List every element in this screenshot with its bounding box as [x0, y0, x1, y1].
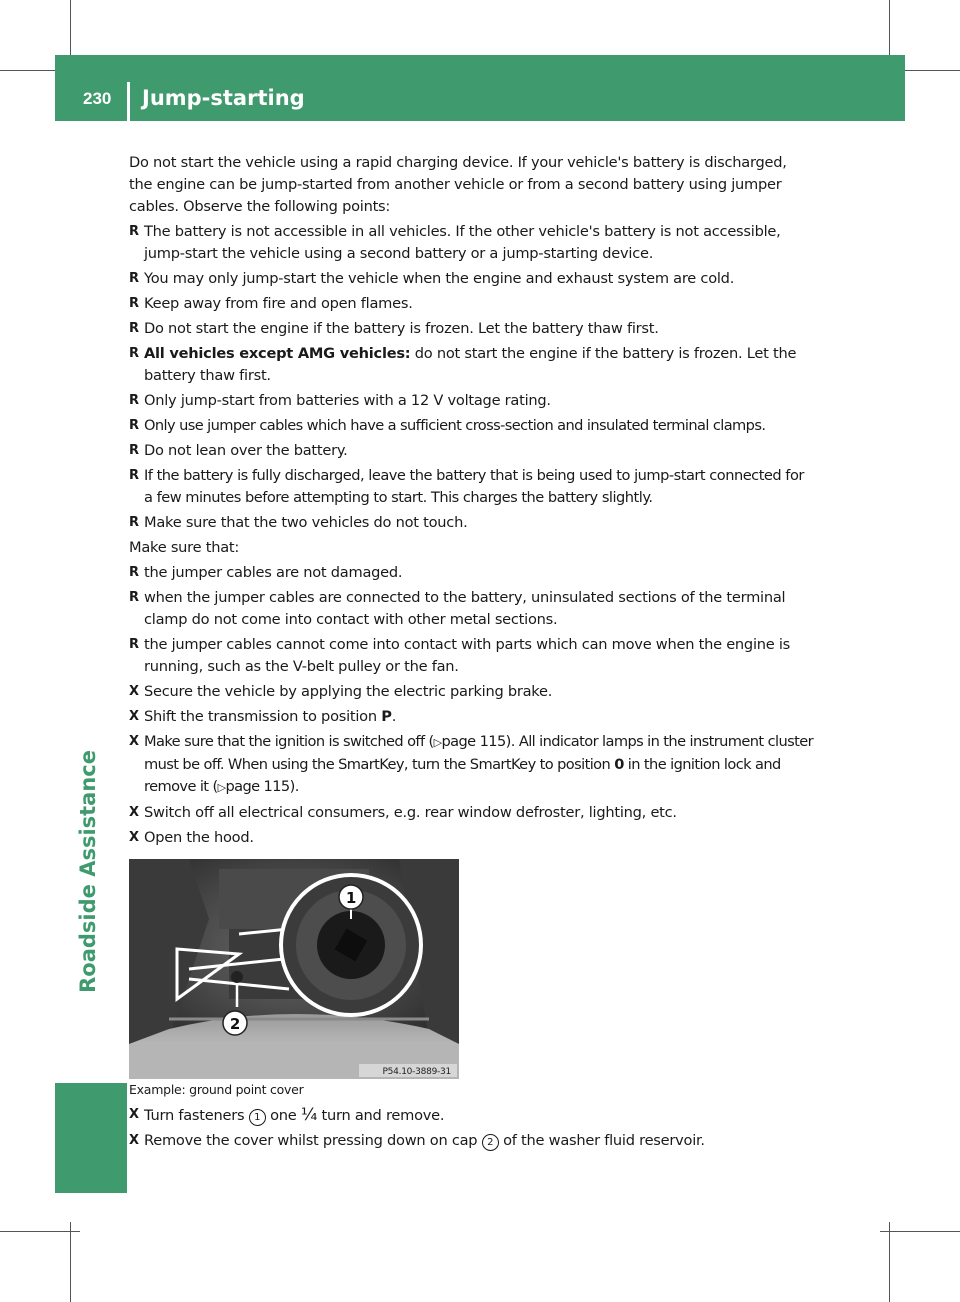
- header-divider: [127, 82, 130, 121]
- page-ref-link[interactable]: page 115: [441, 733, 506, 750]
- crop-mark: [889, 1222, 890, 1302]
- list-item: R Only use jumper cables which have a sufficient cross-section and insulated terminal clamps.: [129, 415, 813, 437]
- bullet-icon: R: [129, 565, 139, 580]
- step-icon: X: [129, 684, 139, 699]
- bullet-icon: R: [129, 515, 139, 530]
- engine-bay-illustration: [129, 859, 459, 1079]
- figure-caption: Example: ground point cover: [129, 1082, 304, 1097]
- bullet-icon: R: [129, 296, 139, 311]
- engine-bay-photo: [129, 859, 459, 1079]
- bullet-icon: R: [129, 418, 139, 433]
- list-item: R Only jump-start from batteries with a 12 V voltage rating.: [129, 390, 813, 412]
- page-ref-icon: ▷: [433, 736, 442, 749]
- list-item: R Do not start the engine if the battery is frozen. Let the battery thaw first.: [129, 318, 813, 340]
- step-icon: X: [129, 709, 139, 724]
- callout-1: 1: [345, 889, 357, 907]
- list-item: R If the battery is fully discharged, leave the battery that is being used to jump-start connected for a few minutes before attempting to start. This charges the battery slightly.: [129, 467, 804, 506]
- list-item: R the jumper cables cannot come into contact with parts which can move when the engine is running, such as the V-belt pulley or the fan.: [129, 636, 791, 675]
- list-item: R the jumper cables are not damaged.: [129, 562, 813, 584]
- step-icon: X: [129, 1107, 139, 1122]
- callout-number-icon: 2: [482, 1134, 499, 1151]
- bullet-icon: R: [129, 443, 139, 458]
- crop-mark: [70, 1222, 71, 1302]
- crop-mark: [880, 1231, 960, 1232]
- list-item: R You may only jump-start the vehicle when the engine and exhaust system are cold.: [129, 268, 813, 290]
- bullet-icon: R: [129, 346, 139, 361]
- crop-mark: [0, 1231, 80, 1232]
- step-icon: X: [129, 805, 139, 820]
- callout-2: 2: [229, 1015, 241, 1033]
- side-tab-block: [55, 1083, 127, 1193]
- list-item: R Do not lean over the battery.: [129, 440, 813, 462]
- make-sure-label: Make sure that:: [129, 539, 240, 556]
- step-item: X Open the hood.: [129, 827, 813, 849]
- bullet-icon: R: [129, 224, 139, 239]
- step-item: X Make sure that the ignition is switched off (▷page 115). All indicator lamps in the instrument cluster must be off. When using the SmartKey, turn the SmartKey to position 0 in the ignition lock and remove it (▷page 115).: [129, 733, 814, 795]
- step-item: X Shift the transmission to position P.: [129, 706, 813, 728]
- list-item: R Make sure that the two vehicles do not touch.: [129, 512, 813, 534]
- page-ref-icon: ▷: [217, 781, 226, 794]
- bullet-icon: R: [129, 321, 139, 336]
- step-icon: X: [129, 734, 139, 749]
- page-ref-link[interactable]: page 115: [225, 778, 290, 795]
- callout-number-icon: 1: [249, 1109, 266, 1126]
- step-item: X Switch off all electrical consumers, e.g. rear window defroster, lighting, etc.: [129, 802, 813, 824]
- bullet-icon: R: [129, 393, 139, 408]
- page-content: [129, 152, 813, 1155]
- step-item: X Turn fasteners 1 one ¼ turn and remove.: [129, 1105, 445, 1125]
- step-item: X Secure the vehicle by applying the electric parking brake.: [129, 681, 813, 703]
- bullet-icon: R: [129, 637, 139, 652]
- list-item-amg: R All vehicles except AMG vehicles: do not start the engine if the battery is frozen. Let the battery thaw first.: [129, 345, 797, 384]
- side-tab-label: Roadside Assistance: [76, 750, 100, 993]
- bullet-icon: R: [129, 271, 139, 286]
- figure-code: P54.10-3889-31: [382, 1067, 451, 1077]
- bullet-icon: R: [129, 590, 139, 605]
- step-icon: X: [129, 1133, 139, 1148]
- step-icon: X: [129, 830, 139, 845]
- list-item: R when the jumper cables are connected to the battery, uninsulated sections of the terminal clamp do not come into contact with other metal sections.: [129, 589, 786, 628]
- side-tab-label-wrap: [76, 750, 106, 1010]
- intro-paragraph: Do not start the vehicle using a rapid charging device. If your vehicle's battery is discharged, the engine can be jump-started from another vehicle or from a second battery using jumper cables. Observe the following points:: [129, 154, 787, 215]
- bullet-icon: R: [129, 468, 139, 483]
- list-item: R The battery is not accessible in all vehicles. If the other vehicle's battery is not accessible, jump-start the vehicle using a second battery or a jump-starting device.: [129, 223, 781, 262]
- list-item: R Keep away from fire and open flames.: [129, 293, 813, 315]
- page-number: 230: [83, 89, 112, 108]
- section-title: Jump-starting: [142, 86, 305, 110]
- step-item: X Remove the cover whilst pressing down on cap 2 of the washer fluid reservoir.: [129, 1130, 813, 1152]
